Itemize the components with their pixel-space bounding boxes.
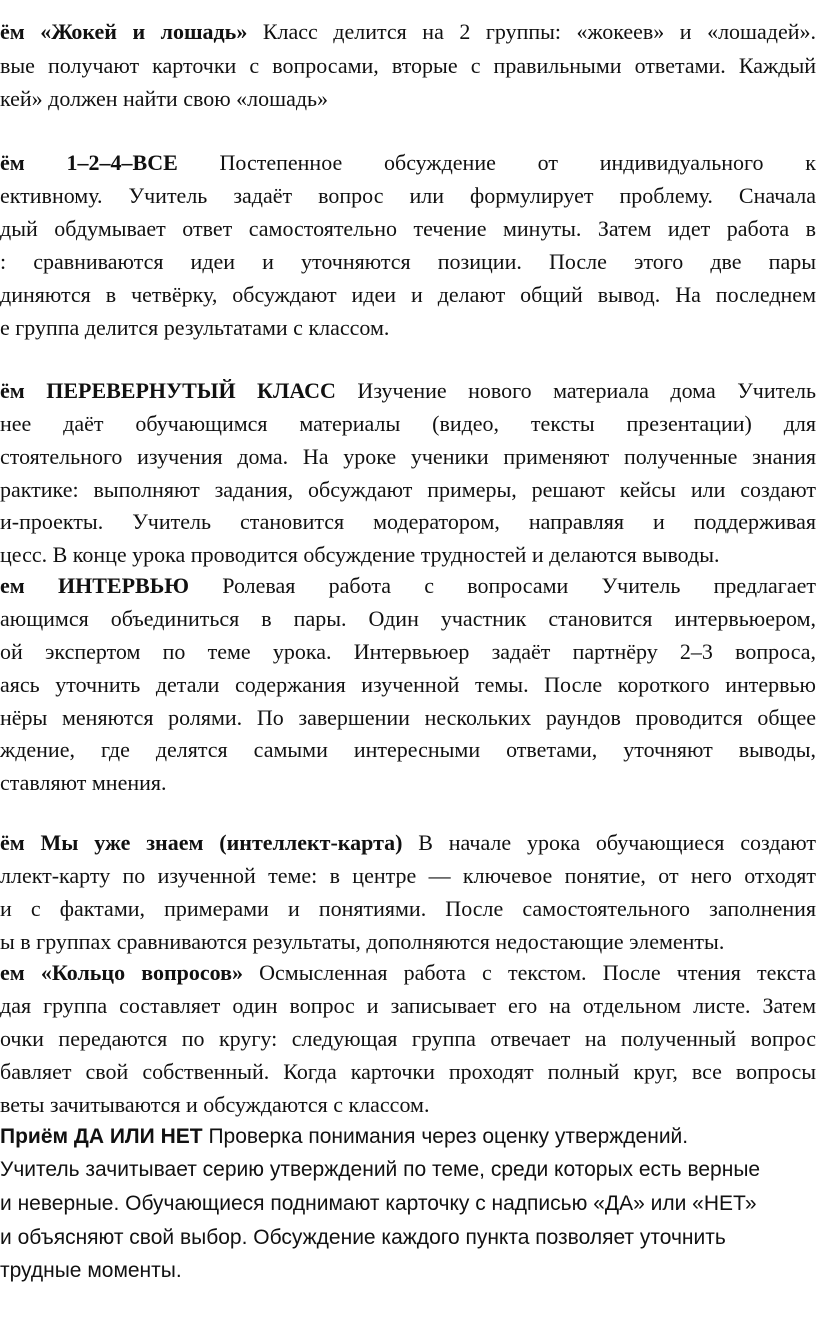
line-text: Учитель зачитывает серию утверждений по теме, среди которых есть верные bbox=[0, 1158, 761, 1181]
line-text: кей» должен найти свою «лошадь» bbox=[0, 86, 329, 111]
line-text: стоятельного изучения дома. На уроке ученики применяют полученные знания bbox=[0, 444, 816, 469]
text-line bbox=[0, 1091, 816, 1119]
text-line bbox=[0, 928, 816, 956]
line-text: Осмысленная работа с текстом. После чтения текста bbox=[243, 960, 816, 985]
line-text: рактике: выполняют задания, обсуждают примеры, решают кейсы или создают bbox=[0, 477, 816, 502]
text-line bbox=[0, 281, 816, 309]
text-line bbox=[0, 862, 816, 890]
text-line bbox=[0, 1224, 816, 1252]
text-line bbox=[0, 443, 816, 471]
technique-title: ем ИНТЕРВЬЮ bbox=[0, 573, 190, 598]
text-line bbox=[0, 605, 816, 633]
text-line bbox=[0, 215, 816, 243]
line-text: дый обдумывает ответ самостоятельно течение минуты. Затем идет работа в bbox=[0, 216, 816, 241]
text-line bbox=[0, 992, 816, 1020]
line-text: вые получают карточки с вопросами, вторые с правильными ответами. Каждый bbox=[0, 53, 816, 78]
text-line bbox=[0, 149, 816, 177]
text-line bbox=[0, 1190, 816, 1218]
text-line bbox=[0, 182, 816, 210]
line-text: и объясняют свой выбор. Обсуждение каждого пункта позволяет уточнить bbox=[0, 1226, 726, 1249]
text-line bbox=[0, 671, 816, 699]
text-line bbox=[0, 895, 816, 923]
line-text: е группа делится результатами с классом. bbox=[0, 315, 390, 340]
line-text: бавляет свой собственный. Когда карточки проходят полный круг, все вопросы bbox=[0, 1059, 816, 1084]
line-text: ой экспертом по теме урока. Интервьюер задаёт партнёру 2–3 вопроса, bbox=[0, 639, 816, 664]
technique-title: ём Мы уже знаем (интеллект-карта) bbox=[0, 830, 403, 855]
text-line bbox=[0, 704, 816, 732]
text-line bbox=[0, 85, 816, 113]
line-text: и-проекты. Учитель становится модератором, направляя и поддерживая bbox=[0, 509, 816, 534]
text-line bbox=[0, 638, 816, 666]
line-text: Изучение нового материала дома Учитель bbox=[335, 378, 816, 403]
text-line bbox=[0, 52, 816, 80]
line-text: ающимся объединиться в пары. Один участник становится интервьюером, bbox=[0, 606, 816, 631]
text-line bbox=[0, 377, 816, 405]
technique-title: ем «Кольцо вопросов» bbox=[0, 960, 243, 985]
text-line bbox=[0, 541, 816, 569]
text-line bbox=[0, 410, 816, 438]
line-text: диняются в четвёрку, обсуждают идеи и делают общий вывод. На последнем bbox=[0, 282, 816, 307]
technique-title: ём ПЕРЕВЕРНУТЫЙ КЛАСС bbox=[0, 378, 336, 403]
text-line bbox=[0, 18, 816, 46]
line-text: очки передаются по кругу: следующая группа отвечает на полученный вопрос bbox=[0, 1026, 816, 1051]
text-line bbox=[0, 508, 816, 536]
line-text: дая группа составляет один вопрос и записывает его на отдельном листе. Затем bbox=[0, 993, 816, 1018]
line-text: В начале урока обучающиеся создают bbox=[402, 830, 816, 855]
text-line bbox=[0, 769, 816, 797]
text-line bbox=[0, 314, 816, 342]
line-text: нёры меняются ролями. По завершении нескольких раундов проводится общее bbox=[0, 705, 816, 730]
line-text: Проверка понимания через оценку утверждений. bbox=[202, 1125, 689, 1148]
text-line bbox=[0, 572, 816, 600]
text-line bbox=[0, 1025, 816, 1053]
line-text: ставляют мнения. bbox=[0, 770, 167, 795]
line-text: ективному. Учитель задаёт вопрос или формулирует проблему. Сначала bbox=[0, 183, 816, 208]
line-text: ы в группах сравниваются результаты, дополняются недостающие элементы. bbox=[0, 929, 725, 954]
technique-title: ём «Жокей и лошадь» bbox=[0, 19, 248, 44]
text-line bbox=[0, 1123, 816, 1151]
text-line bbox=[0, 1058, 816, 1086]
text-line bbox=[0, 959, 816, 987]
text-line bbox=[0, 476, 816, 504]
line-text: веты зачитываются и обсуждаются с классом. bbox=[0, 1092, 430, 1117]
line-text: Постепенное обсуждение от индивидуального к bbox=[177, 150, 816, 175]
text-line bbox=[0, 829, 816, 857]
technique-title: ём 1–2–4–ВСЕ bbox=[0, 150, 178, 175]
text-line bbox=[0, 248, 816, 276]
line-text: аясь уточнить детали содержания изученной темы. После короткого интервью bbox=[0, 672, 816, 697]
text-line bbox=[0, 1257, 816, 1285]
technique-title: Приём ДА ИЛИ НЕТ bbox=[0, 1125, 203, 1148]
line-text: трудные моменты. bbox=[0, 1259, 182, 1282]
line-text: ллект-карту по изученной теме: в центре — ключевое понятие, от него отходят bbox=[0, 863, 816, 888]
text-line bbox=[0, 1156, 816, 1184]
line-text: и неверные. Обучающиеся поднимают карточку с надписью «ДА» или «НЕТ» bbox=[0, 1192, 757, 1215]
line-text: : сравниваются идеи и уточняются позиции. После этого две пары bbox=[0, 249, 816, 274]
line-text: ждение, где делятся самыми интересными ответами, уточняют выводы, bbox=[0, 737, 816, 762]
line-text: Ролевая работа с вопросами Учитель предлагает bbox=[189, 573, 816, 598]
text-line bbox=[0, 736, 816, 764]
line-text: нее даёт обучающимся материалы (видео, тексты презентации) для bbox=[0, 411, 816, 436]
line-text: и с фактами, примерами и понятиями. После самостоятельного заполнения bbox=[0, 896, 816, 921]
line-text: Класс делится на 2 группы: «жокеев» и «лошадей». bbox=[247, 19, 816, 44]
line-text: цесс. В конце урока проводится обсуждение трудностей и делаются выводы. bbox=[0, 542, 720, 567]
